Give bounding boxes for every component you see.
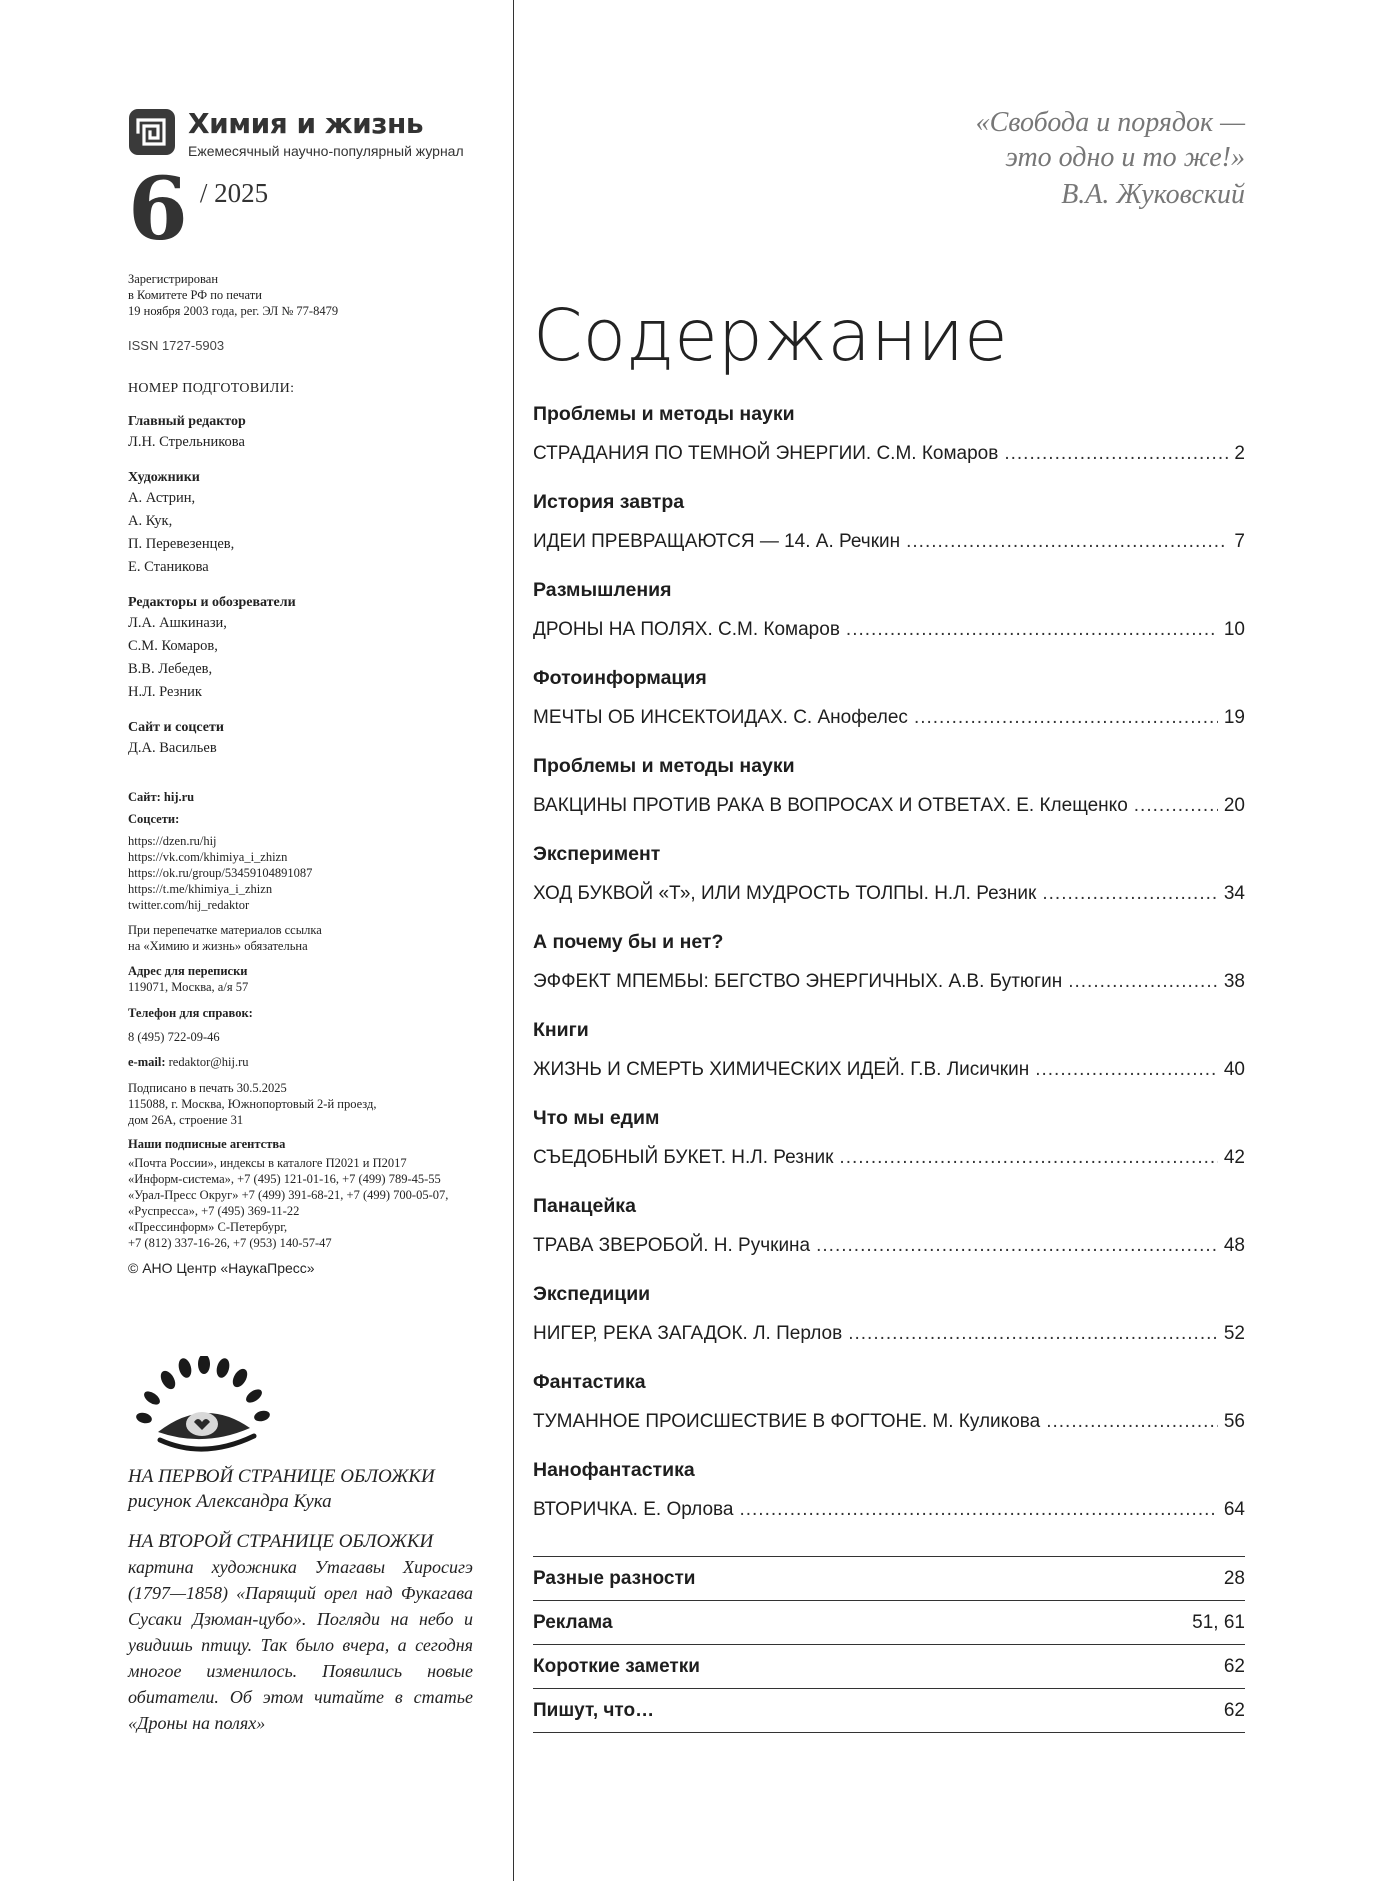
contents-entry[interactable] xyxy=(533,970,1245,994)
entry-page: 42 xyxy=(1223,1147,1245,1168)
entry-title: ХОД БУКВОЙ «Т», ИЛИ МУДРОСТЬ ТОЛПЫ. Н.Л. Резник xyxy=(533,883,1037,904)
contents-entry[interactable] xyxy=(533,1234,1245,1258)
leader-dots xyxy=(839,1146,1217,1170)
entry-title: МЕЧТЫ ОБ ИНСЕКТОИДАХ. С. Анофелес xyxy=(533,707,908,728)
entry-page: 19 xyxy=(1223,707,1245,728)
logo-block xyxy=(128,108,464,160)
site-link[interactable]: hij.ru xyxy=(163,790,195,804)
staff-list xyxy=(128,413,508,760)
contents-entry[interactable] xyxy=(533,1410,1245,1434)
first-cover-heading: НА ПЕРВОЙ СТРАНИЦЕ ОБЛОЖКИ xyxy=(128,1466,435,1487)
contents-section xyxy=(533,1194,1245,1282)
contents-entry[interactable] xyxy=(533,1322,1245,1346)
social-link[interactable]: twitter.com/hij_redaktor xyxy=(128,898,250,912)
contents-section xyxy=(533,842,1245,930)
misc-label: Пишут, что… xyxy=(533,1699,655,1721)
section-heading: Фотоинформация xyxy=(533,667,707,689)
staff-name: А. Кук, xyxy=(128,513,173,529)
entry-title: НИГЕР, РЕКА ЗАГАДОК. Л. Перлов xyxy=(533,1323,843,1344)
cover-notes xyxy=(128,1464,473,1736)
staff-name: П. Перевезенцев, xyxy=(128,536,235,552)
staff-name: Е. Станикова xyxy=(128,559,209,575)
contents-section xyxy=(533,754,1245,842)
contents-title: Содержание xyxy=(533,294,1008,377)
journal-title: Химия и жизнь xyxy=(188,107,424,140)
entry-page: 64 xyxy=(1223,1499,1245,1520)
leader-dots xyxy=(846,618,1218,642)
social-link[interactable]: https://vk.com/khimiya_i_zhizn xyxy=(128,850,288,864)
contents-entry[interactable] xyxy=(533,442,1245,466)
agency-line: «Руспресса», +7 (495) 369-11-22 xyxy=(128,1204,300,1218)
address: 119071, Москва, а/я 57 xyxy=(128,980,249,994)
social-link[interactable]: https://dzen.ru/hij xyxy=(128,834,217,848)
entry-page: 40 xyxy=(1223,1059,1245,1080)
entry-title: СТРАДАНИЯ ПО ТЕМНОЙ ЭНЕРГИИ. С.М. Комаров xyxy=(533,443,999,464)
contents-entry[interactable] xyxy=(533,794,1245,818)
contents-section xyxy=(533,1282,1245,1370)
leader-dots xyxy=(1004,442,1228,466)
misc-page: 62 xyxy=(1223,1699,1245,1721)
entry-title: ДРОНЫ НА ПОЛЯХ. С.М. Комаров xyxy=(533,619,840,640)
registration-line: в Комитете РФ по печати xyxy=(128,288,262,302)
issue-number: 6 xyxy=(128,159,188,260)
section-heading: Размышления xyxy=(533,579,672,601)
agency-line: «Урал-Пресс Округ» +7 (499) 391-68-21, +7 (499) 700-05-07, xyxy=(128,1188,449,1202)
site-line: Сайт: hij.ru xyxy=(128,790,195,804)
misc-label: Разные разности xyxy=(533,1567,696,1589)
entry-page: 52 xyxy=(1223,1323,1245,1344)
eye-illustration-icon xyxy=(130,1356,274,1466)
reprint-note: на «Химию и жизнь» обязательна xyxy=(128,939,308,953)
staff-role: Художники xyxy=(128,470,200,485)
misc-rubrics-table xyxy=(533,1556,1245,1733)
signed-line: Подписано в печать 30.5.2025 xyxy=(128,1081,287,1095)
misc-page: 28 xyxy=(1223,1567,1245,1589)
contents-section xyxy=(533,578,1245,666)
contents-section xyxy=(533,1106,1245,1194)
contents-section xyxy=(533,490,1245,578)
copyright: © АНО Центр «НаукаПресс» xyxy=(128,1260,315,1276)
section-heading: Эксперимент xyxy=(533,843,661,865)
entry-title: ВАКЦИНЫ ПРОТИВ РАКА В ВОПРОСАХ И ОТВЕТАХ. Е. Клещенко xyxy=(533,795,1128,816)
email-line: e-mail: redaktor@hij.ru xyxy=(128,1055,249,1069)
social-link[interactable]: https://t.me/khimiya_i_zhizn xyxy=(128,882,273,896)
staff-role: Редакторы и обозреватели xyxy=(128,595,296,610)
registration-line: 19 ноября 2003 года, рег. ЭЛ № 77-8479 xyxy=(128,304,339,318)
social-link[interactable]: https://ok.ru/group/53459104891087 xyxy=(128,866,313,880)
agency-line: «Почта России», индексы в каталоге П2021 и П2017 xyxy=(128,1156,407,1170)
staff-role: Главный редактор xyxy=(128,414,246,429)
address-label: Адрес для переписки xyxy=(128,964,248,978)
staff-name: Д.А. Васильев xyxy=(128,740,217,756)
email-link[interactable]: redaktor@hij.ru xyxy=(168,1055,249,1069)
prepared-by-heading: НОМЕР ПОДГОТОВИЛИ: xyxy=(128,381,295,396)
leader-dots xyxy=(1046,1410,1218,1434)
issue-year: / 2025 xyxy=(199,178,269,208)
section-heading: Экспедиции xyxy=(533,1283,651,1305)
entry-page: 20 xyxy=(1223,795,1245,816)
entry-title: ТУМАННОЕ ПРОИСШЕСТВИЕ В ФОГТОНЕ. М. Куликова xyxy=(533,1411,1041,1432)
contacts-block xyxy=(128,789,508,1276)
staff-name: С.М. Комаров, xyxy=(128,638,218,654)
misc-page: 51, 61 xyxy=(1192,1611,1245,1633)
leader-dots xyxy=(1042,882,1218,906)
issn: ISSN 1727-5903 xyxy=(128,338,225,353)
contents-entry[interactable] xyxy=(533,882,1245,906)
contents-section xyxy=(533,1458,1245,1546)
contents-entry[interactable] xyxy=(533,1146,1245,1170)
staff-name: А. Астрин, xyxy=(128,490,196,506)
misc-label: Короткие заметки xyxy=(533,1655,700,1677)
section-heading: Книги xyxy=(533,1019,589,1041)
entry-page: 34 xyxy=(1223,883,1245,904)
section-heading: Фантастика xyxy=(533,1371,646,1393)
column-divider xyxy=(513,0,514,1881)
leader-dots xyxy=(1035,1058,1218,1082)
staff-name: Л.А. Ашкинази, xyxy=(128,615,227,631)
agency-line: «Информ-система», +7 (495) 121-01-16, +7 (499) 789-45-55 xyxy=(128,1172,441,1186)
reprint-note: При перепечатке материалов ссылка xyxy=(128,923,322,937)
contents-section xyxy=(533,402,1245,490)
entry-title: ИДЕИ ПРЕВРАЩАЮТСЯ — 14. А. Речкин xyxy=(533,531,901,552)
social-label: Соцсети: xyxy=(128,812,180,826)
first-cover-text: рисунок Александра Кука xyxy=(128,1491,332,1512)
section-heading: Нанофантастика xyxy=(533,1459,695,1481)
section-heading: Проблемы и методы науки xyxy=(533,755,795,777)
staff-name: В.В. Лебедев, xyxy=(128,661,213,677)
agencies-label: Наши подписные агентства xyxy=(128,1137,286,1151)
entry-page: 38 xyxy=(1223,971,1245,992)
entry-title: ВТОРИЧКА. Е. Орлова xyxy=(533,1499,734,1520)
leader-dots xyxy=(816,1234,1218,1258)
registration-info xyxy=(128,271,508,319)
second-cover-heading: НА ВТОРОЙ СТРАНИЦЕ ОБЛОЖКИ xyxy=(128,1531,434,1552)
section-heading: Что мы едим xyxy=(533,1107,660,1129)
leader-dots xyxy=(1068,970,1218,994)
signed-line: дом 26А, строение 31 xyxy=(128,1113,244,1127)
leader-dots xyxy=(1134,794,1218,818)
entry-page: 7 xyxy=(1234,531,1245,552)
agency-line: «Прессинформ» С-Петербург, xyxy=(128,1220,288,1234)
phone-label: Телефон для справок: xyxy=(128,1006,253,1020)
registration-line: Зарегистрирован xyxy=(128,272,219,286)
misc-row[interactable] xyxy=(533,1645,1245,1689)
entry-title: СЪЕДОБНЫЙ БУКЕТ. Н.Л. Резник xyxy=(533,1147,834,1168)
misc-row[interactable] xyxy=(533,1557,1245,1601)
journal-subtitle: Ежемесячный научно-популярный журнал xyxy=(188,143,464,159)
entry-title: ЭФФЕКТ МПЕМБЫ: БЕГСТВО ЭНЕРГИЧНЫХ. А.В. Бутюгин xyxy=(533,971,1063,992)
epigraph-line: «Свобода и порядок — xyxy=(975,107,1245,138)
entry-page: 10 xyxy=(1223,619,1245,640)
misc-page: 62 xyxy=(1223,1655,1245,1677)
entry-page: 48 xyxy=(1223,1235,1245,1256)
section-heading: Панацейка xyxy=(533,1195,636,1217)
signed-line: 115088, г. Москва, Южнопортовый 2-й проезд, xyxy=(128,1097,377,1111)
contents-entry[interactable] xyxy=(533,706,1245,730)
contents-section xyxy=(533,1018,1245,1106)
epigraph xyxy=(976,105,1245,212)
contents-section xyxy=(533,666,1245,754)
leader-dots xyxy=(914,706,1218,730)
section-heading: История завтра xyxy=(533,491,685,513)
phone: 8 (495) 722-09-46 xyxy=(128,1030,220,1044)
second-cover-text: картина художника Утагавы Хиросигэ (1797—1858) «Парящий орел над Фукагава Сусаки Дзюман-цубо». Погляди на небо и увидишь птицу. Так было вчера, а сегодня многое изменилось. Появились новые обитатели. Об этом читайте в статье «Дроны на полях» xyxy=(128,1557,473,1733)
journal-logo-icon xyxy=(128,108,176,156)
leader-dots xyxy=(739,1498,1217,1522)
section-heading: А почему бы и нет? xyxy=(533,931,724,953)
entry-page: 2 xyxy=(1234,443,1245,464)
agency-line: +7 (812) 337-16-26, +7 (953) 140-57-47 xyxy=(128,1236,332,1250)
entry-title: ЖИЗНЬ И СМЕРТЬ ХИМИЧЕСКИХ ИДЕЙ. Г.В. Лисичкин xyxy=(533,1059,1030,1080)
misc-label: Реклама xyxy=(533,1611,613,1633)
section-heading: Проблемы и методы науки xyxy=(533,403,795,425)
staff-role: Сайт и соцсети xyxy=(128,720,224,735)
contents-entry[interactable] xyxy=(533,618,1245,642)
contents-list xyxy=(533,402,1245,1546)
misc-row[interactable] xyxy=(533,1689,1245,1733)
epigraph-author: В.А. Жуковский xyxy=(1061,179,1245,210)
contents-entry[interactable] xyxy=(533,530,1245,554)
epigraph-line: это одно и то же!» xyxy=(1005,142,1245,173)
staff-name: Н.Л. Резник xyxy=(128,684,202,700)
misc-row[interactable] xyxy=(533,1601,1245,1645)
staff-name: Л.Н. Стрельникова xyxy=(128,434,245,450)
contents-section xyxy=(533,1370,1245,1458)
leader-dots xyxy=(848,1322,1218,1346)
contents-entry[interactable] xyxy=(533,1058,1245,1082)
entry-title: ТРАВА ЗВЕРОБОЙ. Н. Ручкина xyxy=(533,1235,811,1256)
leader-dots xyxy=(906,530,1228,554)
contents-section xyxy=(533,930,1245,1018)
issue-number-block xyxy=(128,159,269,260)
contents-entry[interactable] xyxy=(533,1498,1245,1522)
entry-page: 56 xyxy=(1223,1411,1245,1432)
